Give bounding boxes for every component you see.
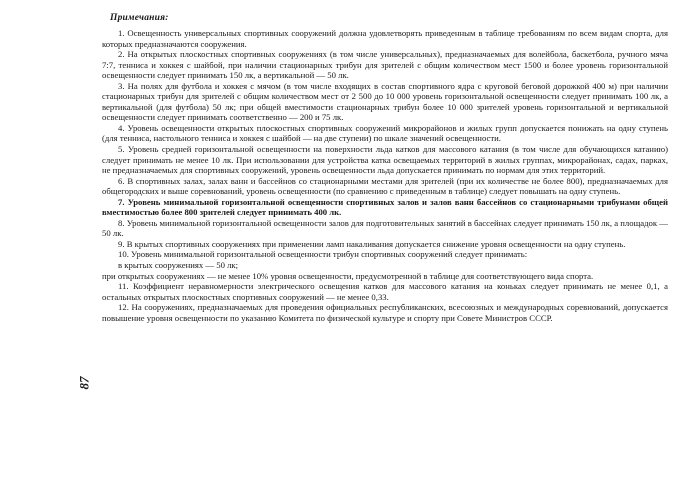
note-7: 7. Уровень минимальной горизонтальной освещенности спортивных залов и залов ванн бассейнов со стационарными трибунами общей вместимостью более 800 зрителей следует принимать 400 лк. bbox=[102, 196, 668, 218]
notes-heading: Примечания: bbox=[110, 13, 169, 23]
note-5: 5. Уровень средней горизонтальной освещенности на поверхности льда катков для массового катания (в том числе для обучающихся катанию) следует принимать не менее 10 лк. При использовании для устройства катка освещаемых территорий в жилых группах, микрорайонах, садах, парках, не предназначаемых для спортивных сооружений, уровень освещенности льда допускается принимать по нормам для этих территорий. bbox=[102, 144, 668, 176]
note-8: 8. Уровень минимальной горизонтальной освещенности залов для подготовительных занятий в бассейнах следует принимать 150 лк, а площадок — 50 лк. bbox=[102, 217, 668, 239]
note-12: 12. На сооружениях, предназначаемых для проведения официальных республиканских, всесоюзных и международных соревнований, допускается повышение уровня освещенности по указанию Комитета по физической культуре и спорту при Совете Министров СССР. bbox=[102, 302, 668, 323]
note-3: 3. На полях для футбола и хоккея с мячом (в том числе входящих в состав спортивного ядра с круговой беговой дорожкой 400 м) при наличии стационарных трибун для зрителей с общим количеством мест от 2 500 до 10 000 уровень горизонтальной освещенности следует принимать 100 лк, а вертикальной (для футбола) 50 лк; при общей вместимости стационарных трибун более 10 000 зрителей уровень горизонтальной и вертикальной освещенности следует принимать соответственно — 200 и 75 лк. bbox=[102, 80, 668, 123]
note-11: 11. Коэффициент неравномерности электрического освещения катков для массового катания на коньках следует принимать не менее 0,1, а остальных открытых плоскостных спортивных сооружений — не менее 0,33. bbox=[102, 281, 668, 302]
page-number: 87 bbox=[76, 376, 92, 390]
note-10-outdoor: при открытых сооружениях — не менее 10% уровня освещенности, предусмотренной в таблице для соответствующего вида спорта. bbox=[102, 270, 594, 281]
note-2: 2. На открытых плоскостных спортивных сооружениях (в том числе универсальных), предназначаемых для волейбола, баскетбола, ручного мяча 7:7, тенниса и хоккея с шайбой, при наличии стационарных трибун для зрителей с общим количеством мест 1500 и более уровень горизонтальной освещенности следует принимать 150 лк, а вертикальной — 50 лк. bbox=[102, 49, 668, 81]
note-10: 10. Уровень минимальной горизонтальной освещенности трибун спортивных сооружений следует принимать: bbox=[118, 249, 528, 260]
note-10-indoor: в крытых сооружениях — 50 лк; bbox=[118, 260, 239, 271]
note-1: 1. Освещенность универсальных спортивных сооружений должна удовлетворять приведенным в таблице требованиям по всем видам спорта, для которых предназначаются сооружения. bbox=[102, 28, 668, 49]
note-9: 9. В крытых спортивных сооружениях при применении ламп накаливания допускается снижение уровня освещенности на одну ступень. bbox=[118, 238, 626, 249]
notes-list bbox=[102, 28, 668, 323]
note-6: 6. В спортивных залах, залах ванн и бассейнов со стационарными местами для зрителей (при их количестве не более 800), предназначаемых для общегородских и выше соревнований, уровень освещенности (по сравнению с приведенным в таблице) следует повышать на одну ступень. bbox=[102, 175, 668, 197]
note-4: 4. Уровень освещенности открытых плоскостных спортивных сооружений микрорайонов и жилых групп допускается понижать на одну ступень (для тенниса, настольного тенниса и хоккея с шайбой — на две ступени) по шкале значений освещенности. bbox=[102, 122, 668, 144]
